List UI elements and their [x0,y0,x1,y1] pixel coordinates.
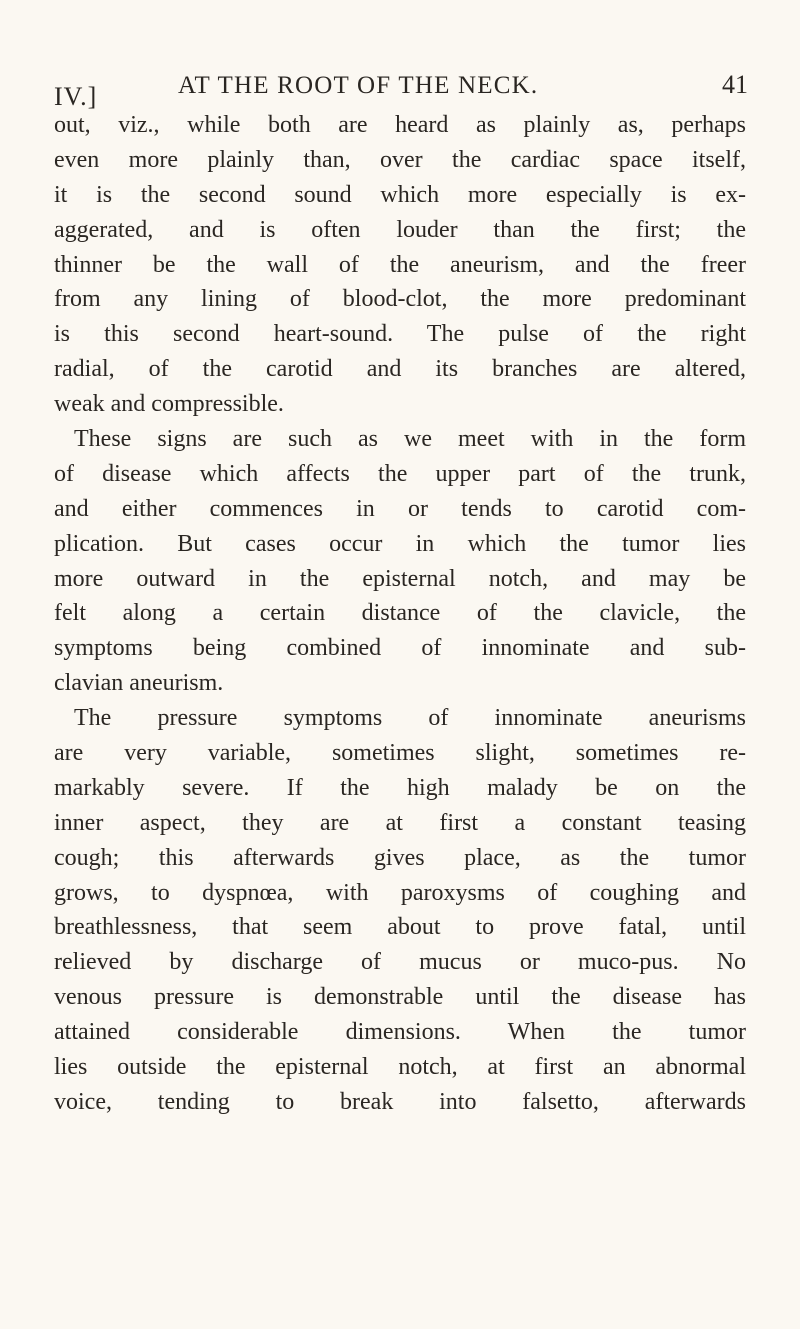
text-line: of disease which affects the upper part of the trunk, [54,460,746,487]
text-line: venous pressure is demonstrable until the disease has [54,984,746,1011]
page-number: 41 [722,70,748,99]
text-line: is this second heart-sound. The pulse of the right [54,321,746,348]
text-line: are very variable, sometimes slight, sometimes re- [54,740,746,767]
text-line: it is the second sound which more especially is ex- [54,181,746,208]
running-title: AT THE ROOT OF THE NECK. [178,72,539,99]
text-line: more outward in the episternal notch, and may be [54,565,746,592]
text-line: even more plainly than, over the cardiac space itself, [54,146,746,173]
chapter-number: IV.] [54,82,98,111]
text-line: lies outside the episternal notch, at first an abnormal [54,1054,746,1081]
text-line: voice, tending to break into falsetto, afterwards [54,1088,746,1115]
text-line: weak and compressible. [54,391,284,418]
text-line: The pressure symptoms of innominate aneurisms [74,705,746,732]
text-line: from any lining of blood-clot, the more predominant [54,286,746,313]
text-line: cough; this afterwards gives place, as the tumor [54,844,746,871]
text-line: inner aspect, they are at first a constant teasing [54,809,746,836]
text-line: symptoms being combined of innominate and sub- [54,635,746,662]
text-line: and either commences in or tends to carotid com- [54,495,746,522]
text-line: out, viz., while both are heard as plainly as, perhaps [54,112,746,138]
text-line: relieved by discharge of mucus or muco-pus. No [54,949,746,976]
text-line: thinner be the wall of the aneurism, and the freer [54,251,746,278]
running-head [54,72,754,112]
body-text [54,108,746,1120]
text-line: attained considerable dimensions. When the tumor [54,1019,746,1046]
text-line: grows, to dyspnœa, with paroxysms of coughing and [54,879,746,906]
text-line: radial, of the carotid and its branches are altered, [54,356,746,383]
text-line: aggerated, and is often louder than the first; the [54,216,746,243]
text-line: markably severe. If the high malady be on the [54,774,746,801]
text-line: clavian aneurism. [54,670,224,697]
text-line: plication. But cases occur in which the tumor lies [54,530,746,557]
text-line: These signs are such as we meet with in the form [74,426,746,453]
text-line: breathlessness, that seem about to prove fatal, until [54,914,746,941]
text-line: felt along a certain distance of the clavicle, the [54,600,746,627]
